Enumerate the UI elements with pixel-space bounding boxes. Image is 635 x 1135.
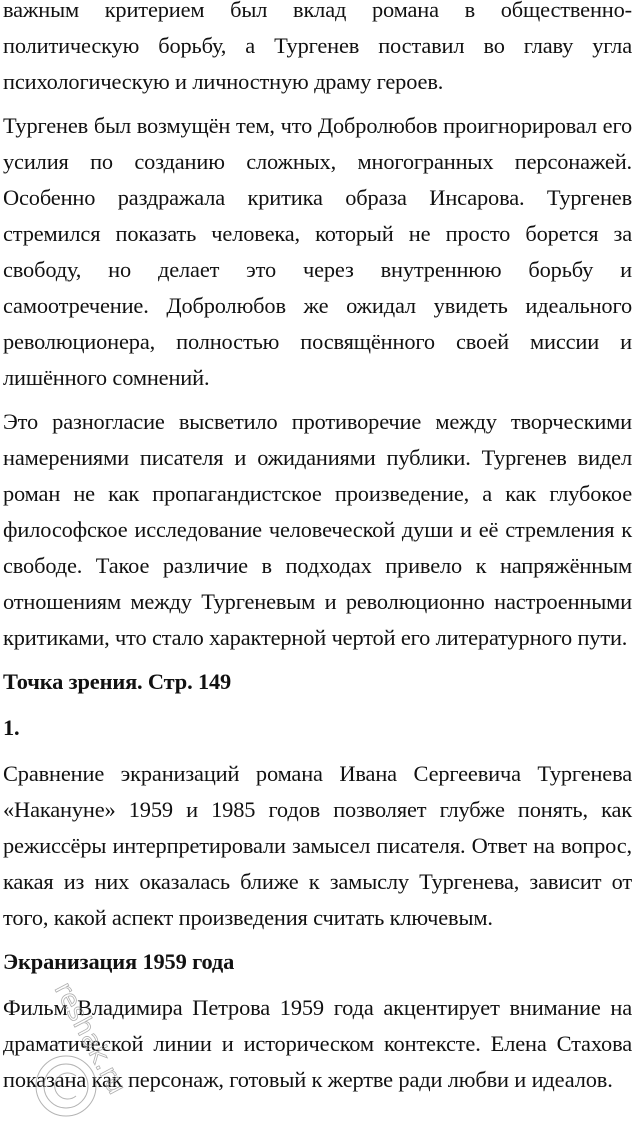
section-heading: Точка зрения. Стр. 149	[3, 669, 232, 694]
watermark-text: reshak.ru	[47, 977, 132, 1100]
paragraph-political-struggle: важным критерием был вклад романа в общественно-политическую борьбу, а Тургенев поставил во главу угла психологическую и личностную драму героев.	[3, 0, 632, 94]
subheading-1959-adaptation: Экранизация 1959 года	[3, 949, 235, 974]
paragraph-answer-intro: Сравнение экранизаций романа Ивана Сергеевича Тургенева «Накануне» 1959 и 1985 годов позволяет глубже понять, как режиссёры интерпретировали замысел писателя. Ответ на вопрос, какая из них оказалась ближе к замыслу Тургенева, зависит от того, какой аспект произведения считать ключевым.	[3, 761, 632, 930]
paragraph-dobrolyubov-criticism: Тургенев был возмущён тем, что Добролюбов проигнорировал его усилия по созданию сложных, многогранных персонажей. Особенно раздражала критика образа Инсарова. Тургенев стремился показать человека, который не просто борется за свободу, но делает это через внутреннюю борьбу и самоотречение. Добролюбов же ожидал увидеть идеального революционера, полностью посвящённого своей миссии и лишённого сомнений.	[3, 113, 632, 390]
paragraph-1959-adaptation: Фильм Владимира Петрова 1959 года акцентирует внимание на драматической линии и историческом контексте. Елена Стахова показана как персонаж, готовый к жертве ради любви и идеалов.	[3, 995, 632, 1092]
task-number: 1.	[3, 715, 20, 740]
document-page	[3, 0, 632, 1106]
paragraph-disagreement: Это разногласие высветило противоречие между творческими намерениями писателя и ожиданиями публики. Тургенев видел роман не как пропагандистское произведение, а как глубокое философское исследование человеческой души и её стремления к свободе. Такое различие в подходах привело к напряжённым отношениям между Тургеневым и революционно настроенными критиками, что стало характерной чертой его литературного пути.	[3, 409, 632, 650]
